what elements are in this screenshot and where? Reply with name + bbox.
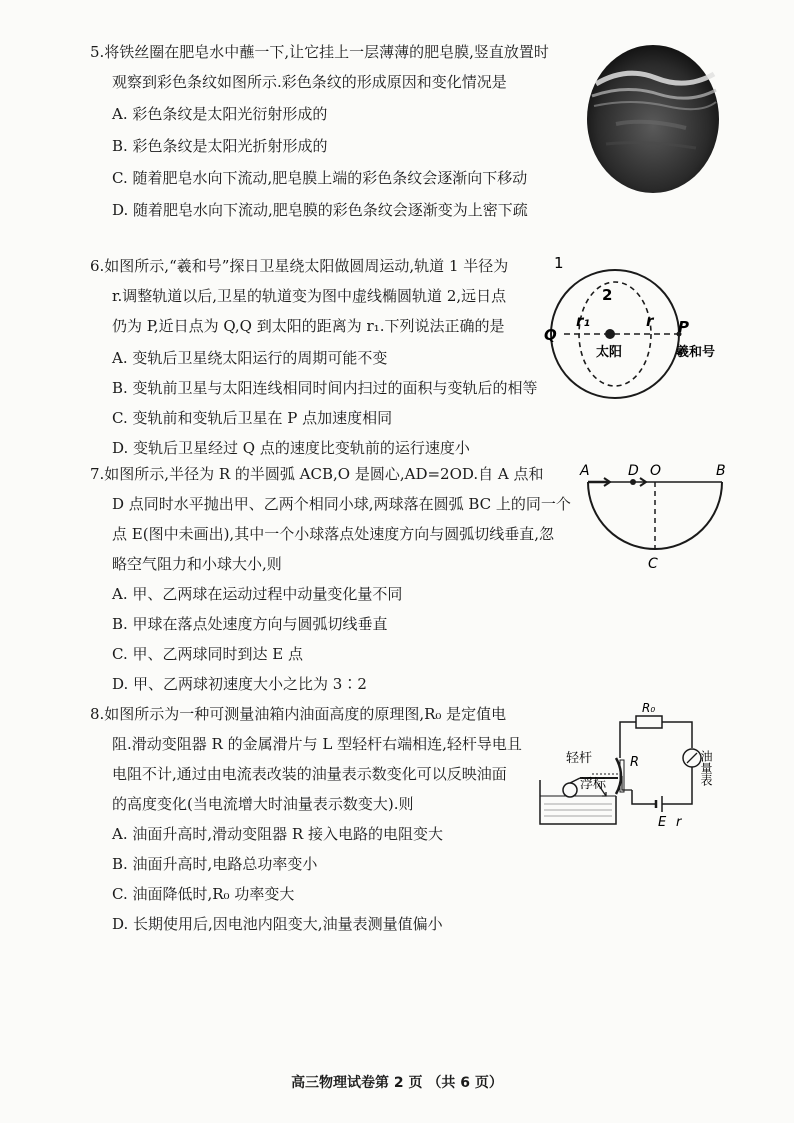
- semicircle-diagram: [578, 460, 728, 584]
- page-footer: 高三物理试卷第 2 页 （共 6 页）: [291, 1075, 503, 1091]
- orbit-2-label: 2: [602, 286, 613, 304]
- q5-option-a: A. 彩色条纹是太阳光衍射形成的: [112, 105, 328, 123]
- q6-stem-line2: r.调整轨道以后,卫星的轨道变为图中虚线椭圆轨道 2,远日点: [112, 287, 507, 305]
- q8-stem-line1: 8.如图所示为一种可测量油箱内油面高度的原理图,R₀ 是定值电: [90, 705, 507, 723]
- q7-option-c: C. 甲、乙两球同时到达 E 点: [112, 645, 303, 663]
- q8-stem-line3: 电阻不计,通过由电流表改装的油量表示数变化可以反映油面: [112, 765, 507, 783]
- sun-label: 太阳: [596, 345, 623, 360]
- q5-stem-line2: 观察到彩色条纹如图所示.彩色条纹的形成原因和变化情况是: [112, 73, 507, 91]
- rod-label: 轻杆: [566, 751, 593, 766]
- r-internal-label: r: [676, 815, 682, 830]
- q8-option-c: C. 油面降低时,R₀ 功率变大: [112, 885, 295, 903]
- oil-gauge-circuit: [536, 700, 732, 832]
- q7-option-a: A. 甲、乙两球在运动过程中动量变化量不同: [112, 585, 403, 603]
- q7-option-b: B. 甲球在落点处速度方向与圆弧切线垂直: [112, 615, 388, 633]
- orbit-1-label: 1: [554, 254, 564, 272]
- q5-option-d: D. 随着肥皂水向下流动,肥皂膜的彩色条纹会逐渐变为上密下疏: [112, 201, 528, 219]
- point-d-dot: [630, 479, 636, 485]
- label-c: C: [648, 556, 658, 572]
- q6-option-c: C. 变轨前和变轨后卫星在 P 点加速度相同: [112, 409, 393, 427]
- meter-label: 油量表: [699, 750, 713, 786]
- q5-option-b: B. 彩色条纹是太阳光折射形成的: [112, 137, 328, 155]
- q-point-label: Q: [544, 326, 557, 344]
- q5-option-c: C. 随着肥皂水向下流动,肥皂膜上端的彩色条纹会逐渐向下移动: [112, 169, 528, 187]
- soap-film-photo: [586, 44, 720, 194]
- q8-option-b: B. 油面升高时,电路总功率变小: [112, 855, 318, 873]
- orbit-diagram: [540, 252, 730, 448]
- float-ball: [563, 783, 577, 797]
- q7-option-d: D. 甲、乙两球初速度大小之比为 3∶2: [112, 675, 367, 693]
- q5-stem-line1: 5.将铁丝圈在肥皂水中蘸一下,让它挂上一层薄薄的肥皂膜,竖直放置时: [90, 43, 549, 61]
- q7-stem-line3: 点 E(图中未画出),其中一个小球落点处速度方向与圆弧切线垂直,忽: [112, 525, 554, 543]
- label-b: B: [716, 463, 726, 479]
- label-a: A: [580, 463, 590, 479]
- q8-stem-line2: 阻.滑动变阻器 R 的金属滑片与 L 型轻杆右端相连,轻杆导电且: [112, 735, 522, 753]
- q6-stem-line1: 6.如图所示,“羲和号”探日卫星绕太阳做圆周运动,轨道 1 半径为: [90, 257, 509, 275]
- q8-option-a: A. 油面升高时,滑动变阻器 R 接入电路的电阻变大: [112, 825, 443, 843]
- r-label: R: [630, 755, 640, 770]
- float-label: 浮标: [580, 777, 607, 792]
- q7-stem-line4: 略空气阻力和小球大小,则: [112, 555, 282, 573]
- q7-stem-line2: D 点同时水平抛出甲、乙两个相同小球,两球落在圆弧 BC 上的同一个: [112, 495, 571, 513]
- e-label: E: [658, 815, 667, 830]
- q6-option-b: B. 变轨前卫星与太阳连线相同时间内扫过的面积与变轨后的相等: [112, 379, 538, 397]
- q6-option-a: A. 变轨后卫星绕太阳运行的周期可能不变: [112, 349, 388, 367]
- p-point-label: P: [678, 318, 689, 336]
- satellite-label: 羲和号: [676, 345, 716, 360]
- r0-label: R₀: [642, 701, 656, 715]
- label-o: O: [650, 463, 662, 479]
- label-d: D: [628, 463, 639, 479]
- r-label: r: [646, 312, 654, 330]
- r0-resistor: [636, 716, 662, 728]
- q8-option-d: D. 长期使用后,因电池内阻变大,油量表测量值偏小: [112, 915, 443, 933]
- r1-label: r₁: [576, 312, 590, 330]
- q6-option-d: D. 变轨后卫星经过 Q 点的速度比变轨前的运行速度小: [112, 439, 470, 457]
- sun-dot: [605, 329, 615, 339]
- q6-stem-line3: 仍为 P,近日点为 Q,Q 到太阳的距离为 r₁.下列说法正确的是: [112, 317, 505, 335]
- q7-stem-line1: 7.如图所示,半径为 R 的半圆弧 ACB,O 是圆心,AD=2OD.自 A 点和: [90, 465, 544, 483]
- q8-stem-line4: 的高度变化(当电流增大时油量表示数变大).则: [112, 795, 414, 813]
